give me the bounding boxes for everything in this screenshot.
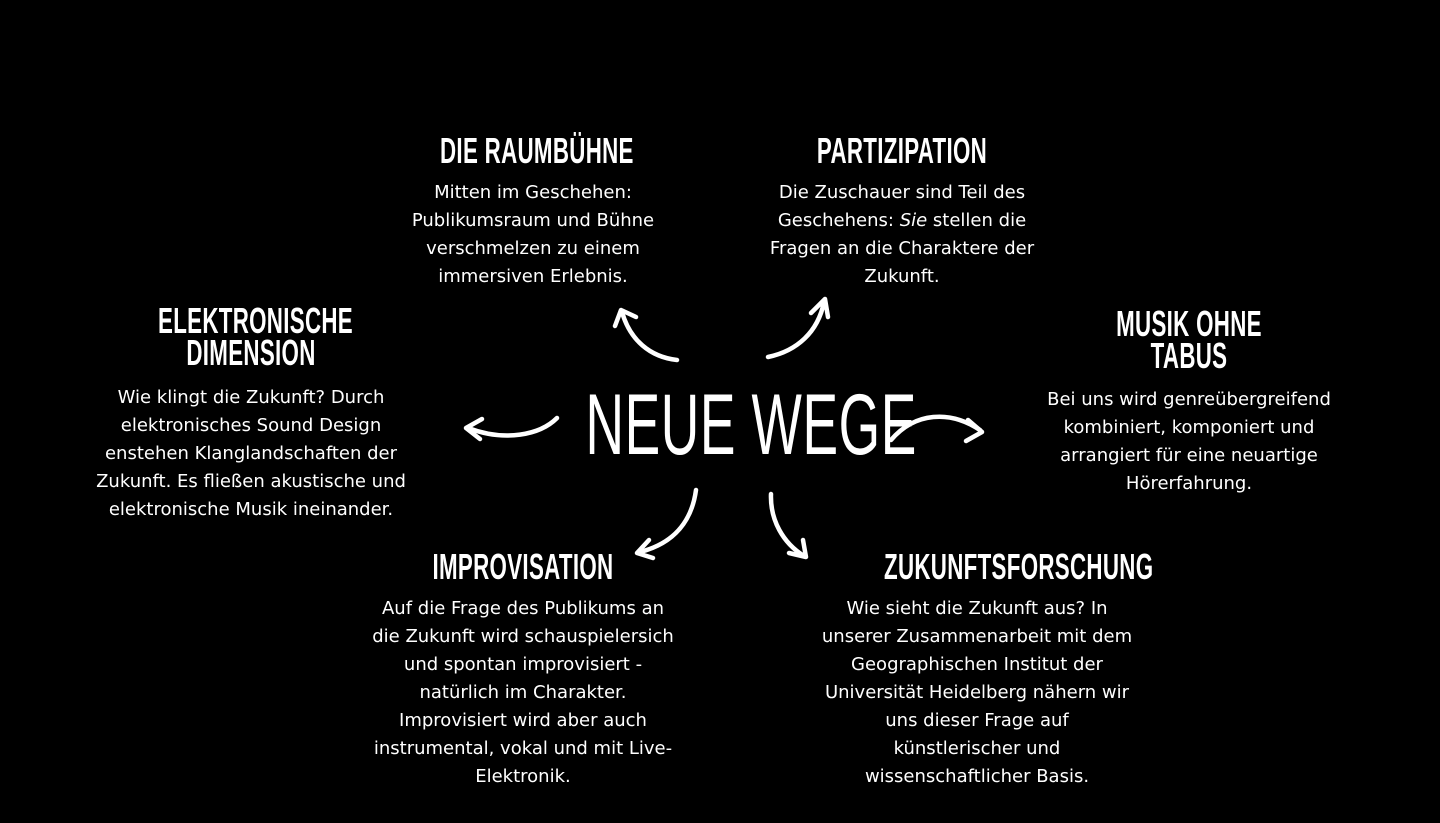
arrow-to-zukunftsforschung (771, 494, 806, 557)
improvisation-title: IMPROVISATION (432, 546, 614, 587)
arrow-to-partizipation (768, 299, 828, 357)
raumbuehne-text: Mitten im Geschehen: Publikumsraum und Bühne verschmelzen zu einem immersiven Erlebnis. (411, 182, 655, 287)
musik-title-line-2: TABUS (1150, 335, 1228, 376)
arrow-to-raumbuehne (615, 310, 677, 360)
raumbuehne-title: DIE RAUMBÜHNE (440, 130, 634, 171)
partizipation-line-2-start: Geschehens: (777, 210, 900, 231)
center-title: NEUE WEGE (585, 377, 917, 473)
partizipation-line-1: Die Zuschauer sind Teil des (778, 182, 1026, 203)
musik-text: Bei uns wird genreübergreifend kombiniert, komponiert und arrangiert für eine neuartige Hörerfahrung. (1047, 389, 1331, 494)
partizipation-line-3: Fragen an die Charaktere der (769, 238, 1035, 259)
improvisation-text: Auf die Frage des Publikums an die Zukunft wird schauspielersich und spontan improvisiert - natürlich im Charakter. Improvisiert wird aber auch instrumental, vokal und mit Live- Elektronik. (372, 598, 674, 787)
partizipation-line-4: Zukunft. (864, 266, 940, 287)
elektronische-title-line-2: DIMENSION (186, 332, 316, 373)
partizipation-title: PARTIZIPATION (816, 130, 988, 171)
partizipation-line-2 (722, 207, 1082, 235)
elektronische-text: Wie klingt die Zukunft? Durch elektronisches Sound Design enstehen Klanglandschaften der Zukunft. Es fließen akustische und elektronische Musik ineinander. (96, 387, 406, 520)
elektronische-title-line-1: ELEKTRONISCHE (158, 300, 354, 341)
partizipation-line-2-end: stellen die (927, 210, 1027, 231)
partizipation-line-2-italic: Sie (899, 210, 928, 231)
arrow-to-elektronische (466, 418, 557, 439)
partizipation-text (722, 179, 1082, 291)
arrow-to-improvisation (637, 490, 696, 558)
zukunftsforschung-text: Wie sieht die Zukunft aus? In unserer Zusammenarbeit mit dem Geographischen Institut der Universität Heidelberg nähern wir uns dieser Frage auf künstlerischer und wissenschaftlicher Basis. (821, 598, 1133, 787)
musik-title-line-1: MUSIK OHNE (1116, 303, 1262, 344)
zukunftsforschung-title: ZUKUNFTSFORSCHUNG (884, 546, 1154, 587)
